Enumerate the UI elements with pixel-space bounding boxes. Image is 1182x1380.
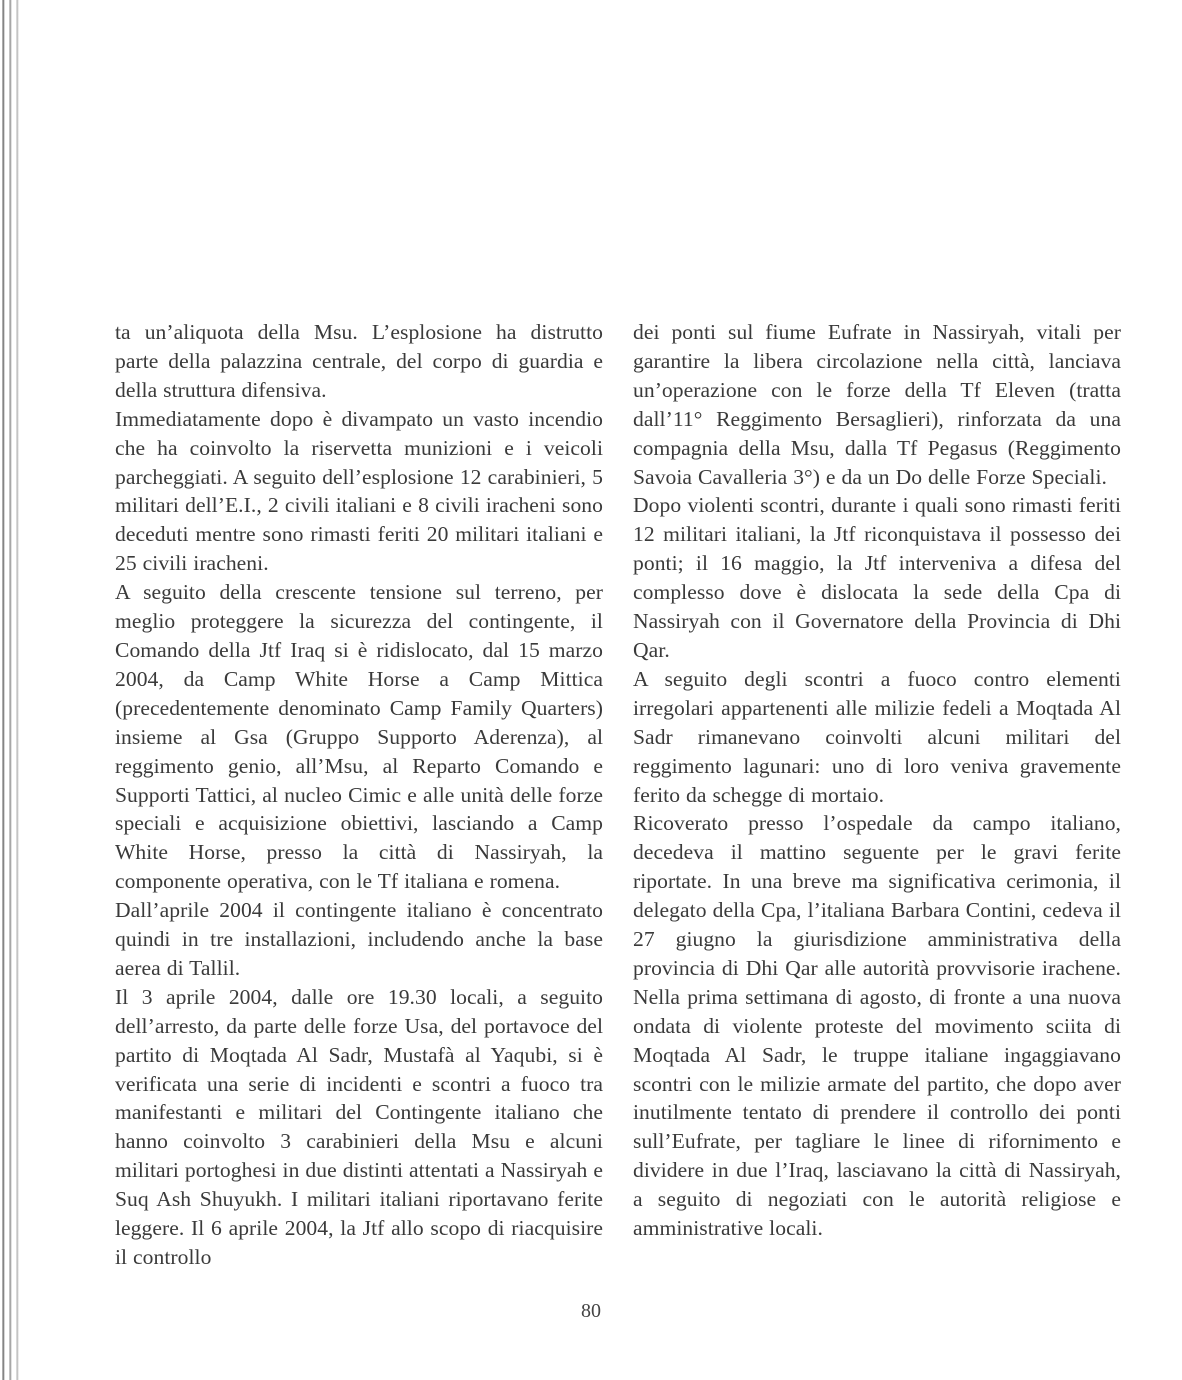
page-number: 80 [581,1300,601,1322]
paragraph: dei ponti sul fiume Eufrate in Nassiryah, vitali per garantire la libera circolazione nella città, lanciava un’operazione con le forze della Tf Eleven (tratta dall’11° Reggimento Bersaglieri), rinforzata da una compagnia della Msu, dalla Tf Pegasus (Reggimento Savoia Cavalleria 3°) e da un Do delle Forze Speciali. [633,320,1121,489]
page-binding-edge [0,0,30,1380]
paragraph: Ricoverato presso l’ospedale da campo italiano, decedeva il mattino seguente per le gravi ferite riportate. In una breve ma significativa cerimonia, il delegato della Cpa, l’italiana Barbara Contini, cedeva il 27 giugno la giurisdizione amministrativa della provincia di Dhi Qar alle autorità provvisorie irachene. Nella prima settimana di agosto, di fronte a una nuova ondata di violente proteste del movimento sciita di Moqtada Al Sadr, le truppe italiane ingaggiavano scontri con le milizie armate del partito, che dopo aver inutilmente tentato di prendere il controllo dei ponti sull’Eufrate, per tagliare le linee di rifornimento e dividere in due l’Iraq, lasciavano la città di Nassiryah, a seguito di negoziati con le autorità religiose e amministrative locali. [633,811,1121,1241]
paragraph: Dopo violenti scontri, durante i quali sono rimasti feriti 12 militari italiani, la Jtf riconquistava il possesso dei ponti; il 16 maggio, la Jtf interveniva a difesa del complesso dove è dislocata la sede della Cpa di Nassiryah con il Governatore della Provincia di Dhi Qar. [633,493,1121,662]
right-text-column [633,318,1121,1243]
paragraph: A seguito degli scontri a fuoco contro elementi irregolari appartenenti alle milizie fedeli a Moqtada Al Sadr rimanevano coinvolti alcuni militari del reggimento lagunari: uno di loro veniva gravemente ferito da schegge di mortaio. [633,666,1121,807]
paragraph: Dall’aprile 2004 il contingente italiano è concentrato quindi in tre installazioni, includendo anche la base aerea di Tallil. [115,898,603,980]
paragraph: Il 3 aprile 2004, dalle ore 19.30 locali, a seguito dell’arresto, da parte delle forze Usa, del portavoce del partito di Moqtada Al Sadr, Mustafà al Yaqubi, si è verificata una serie di incidenti e scontri a fuoco tra manifestanti e militari del Contingente italiano che hanno coinvolto 3 carabinieri della Msu e alcuni militari portoghesi in due distinti attentati a Nassiryah e Suq Ash Shuyukh. I militari italiani riportavano ferite leggere. Il 6 aprile 2004, la Jtf allo scopo di riacquisire il controllo [115,984,603,1269]
left-text-column [115,318,603,1272]
paragraph: ta un’aliquota della Msu. L’esplosione ha distrutto parte della palazzina centrale, del corpo di guardia e della struttura difensiva. [115,320,603,402]
paragraph: A seguito della crescente tensione sul terreno, per meglio proteggere la sicurezza del contingente, il Comando della Jtf Iraq si è ridislocato, dal 15 marzo 2004, da Camp White Horse a Camp Mittica (precedentemente denominato Camp Family Quarters) insieme al Gsa (Gruppo Supporto Aderenza), al reggimento genio, all’Msu, al Reparto Comando e Supporti Tattici, al nucleo Cimic e alle unità delle forze speciali e acquisizione obiettivi, lasciando a Camp White Horse, presso la città di Nassiryah, la componente operativa, con le Tf italiana e romena. [115,580,603,894]
paragraph: Immediatamente dopo è divampato un vasto incendio che ha coinvolto la riservetta munizioni e i veicoli parcheggiati. A seguito dell’esplosione 12 carabinieri, 5 militari dell’E.I., 2 civili italiani e 8 civili iracheni sono deceduti mentre sono rimasti feriti 20 militari italiani e 25 civili iracheni. [115,406,603,576]
